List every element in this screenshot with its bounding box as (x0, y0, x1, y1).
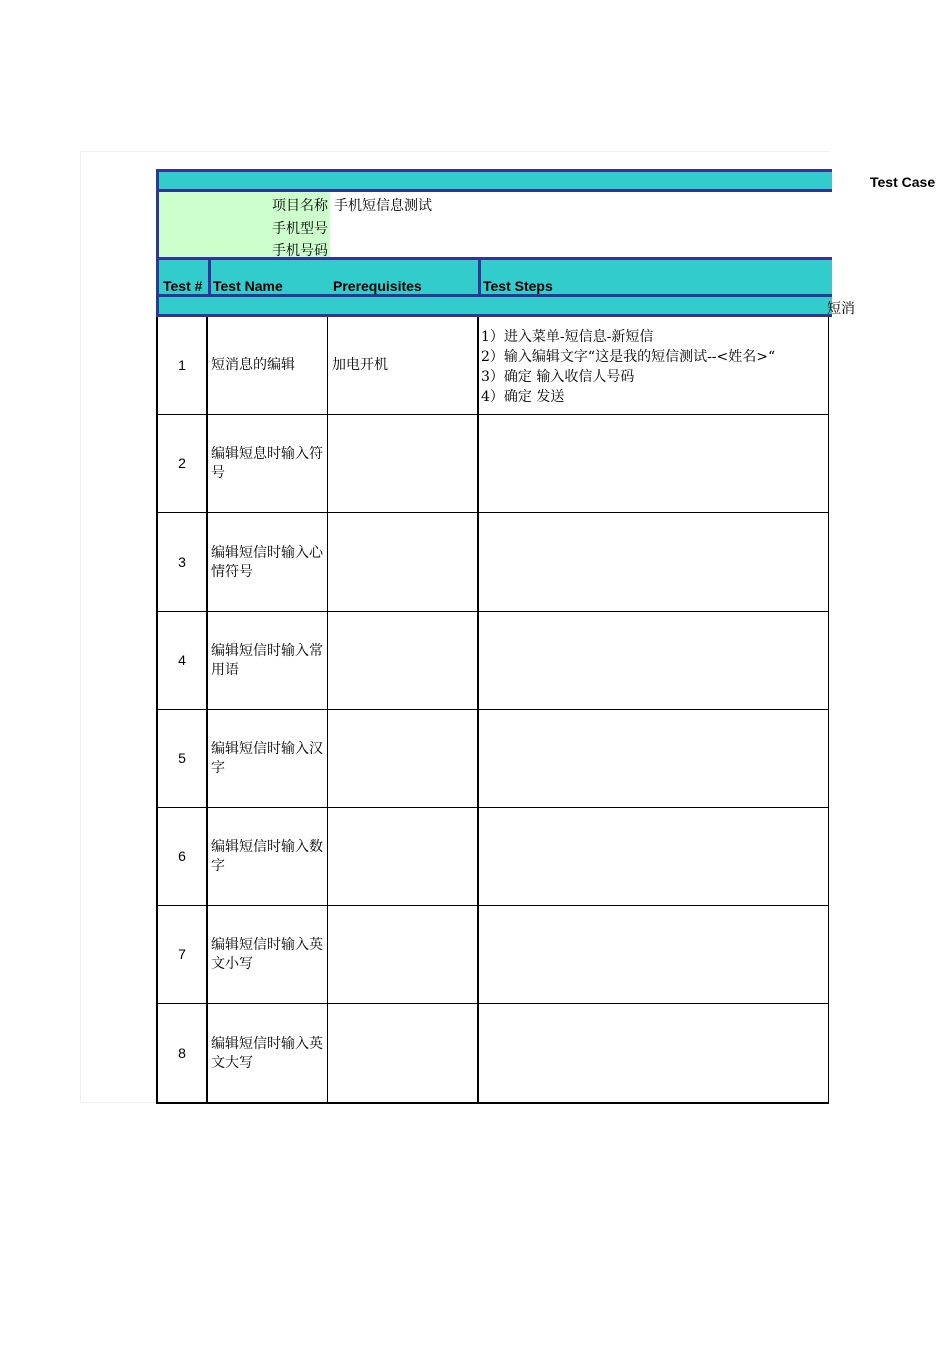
test-case-table (156, 317, 829, 1104)
table-row (156, 415, 829, 513)
section-overflow-text: 短消 (827, 301, 855, 317)
test-name-cell[interactable]: 编辑短信时输入英文大写 (211, 1035, 323, 1071)
table-row (156, 612, 829, 710)
phone-model-label: 手机型号 (272, 221, 328, 237)
test-name-cell[interactable]: 编辑短信时输入心情符号 (211, 544, 323, 580)
header-test-steps: Test Steps (483, 278, 553, 294)
test-name-cell[interactable]: 编辑短息时输入符号 (211, 446, 323, 481)
phone-number-label: 手机号码 (272, 243, 328, 259)
project-info-block (156, 192, 832, 260)
test-number-cell: 4 (178, 652, 186, 668)
test-number-cell: 7 (178, 946, 186, 962)
header-prerequisites: Prerequisites (333, 278, 422, 294)
table-row (156, 906, 829, 1004)
test-step-line: 3）确定 输入收信人号码 (481, 369, 635, 385)
test-number-cell: 5 (178, 750, 186, 766)
test-name-cell[interactable]: 编辑短信时输入常用语 (211, 643, 323, 678)
header-test-no: Test # (163, 278, 203, 294)
test-name-cell[interactable]: 编辑短信时输入汉字 (211, 741, 323, 776)
prerequisites-cell[interactable]: 加电开机 (332, 357, 388, 373)
page-title: Test Case (870, 174, 936, 190)
column-header-row (156, 260, 832, 295)
test-number-cell: 6 (178, 848, 186, 864)
project-info-labels (159, 192, 330, 257)
test-number-cell: 1 (178, 357, 186, 373)
project-name-value[interactable]: 手机短信息测试 (334, 198, 432, 214)
section-band (156, 294, 832, 317)
table-row (156, 710, 829, 808)
test-step-line: 1）进入菜单-短信息-新短信 (481, 329, 654, 345)
table-row (156, 1004, 829, 1103)
table-row (156, 513, 829, 612)
test-step-line: 4）确定 发送 (481, 389, 565, 405)
test-name-cell[interactable]: 编辑短信时输入英文小写 (211, 937, 323, 972)
test-number-cell: 2 (178, 455, 186, 471)
test-number-cell: 8 (178, 1044, 186, 1061)
test-step-line: 2）输入编辑文字“这是我的短信测试--<姓名>“ (481, 349, 776, 365)
header-test-name: Test Name (213, 278, 283, 294)
table-row (156, 808, 829, 906)
test-name-cell[interactable]: 编辑短信时输入数字 (211, 839, 323, 874)
title-band (156, 169, 832, 192)
table-row (156, 317, 829, 415)
project-name-label: 项目名称 (272, 198, 328, 214)
test-steps-cell[interactable] (481, 327, 826, 407)
test-number-cell: 3 (178, 553, 186, 570)
test-name-cell[interactable]: 短消息的编辑 (211, 357, 295, 373)
